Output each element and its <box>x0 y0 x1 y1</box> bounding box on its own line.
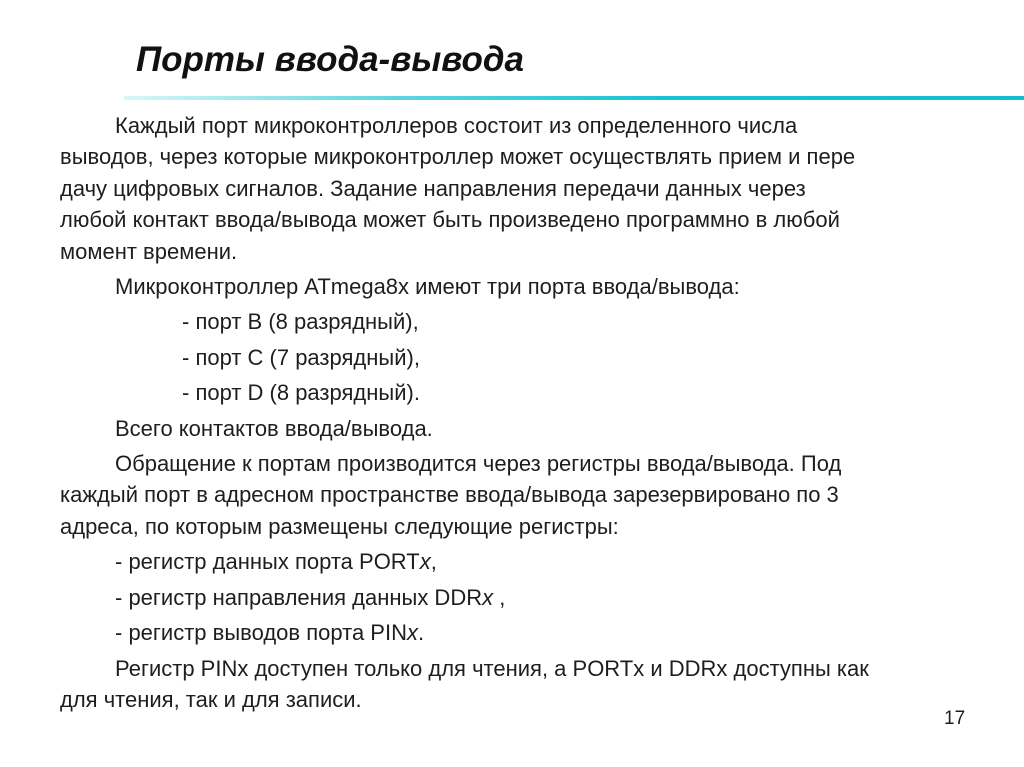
intro-line: дачу цифровых сигналов. Задание направления передачи данных через <box>60 175 806 201</box>
title-underline <box>124 96 1024 100</box>
registers-line: Обращение к портам производится через регистры ввода/вывода. Под <box>115 451 842 477</box>
intro-line: любой контакт ввода/вывода может быть произведено программно в любой <box>60 207 840 233</box>
intro-line: момент времени. <box>60 238 238 264</box>
register-port-item <box>60 546 1010 577</box>
intro-paragraph <box>60 110 1010 267</box>
register-pin-item <box>60 617 1010 648</box>
registers-line: адреса, по которым размещены следующие регистры: <box>60 513 619 539</box>
register-ddr-tail: , <box>493 584 506 610</box>
register-pin-tail: . <box>417 620 425 646</box>
intro-line: выводов, через которые микроконтроллер может осуществлять прием и пере <box>60 144 856 170</box>
slide-body <box>60 110 1010 719</box>
register-port-tail: , <box>430 549 437 575</box>
register-pin-text: - регистр выводов порта PIN <box>115 620 407 646</box>
total-pins-line: Всего контактов ввода/вывода. <box>115 415 433 441</box>
access-line: Регистр PINx доступен только для чтения, а PORTx и DDRx доступны как <box>115 655 869 681</box>
register-ddr-var: x <box>482 584 494 610</box>
port-d-item: - порт D (8 разрядный). <box>182 380 420 406</box>
slide-title: Порты ввода-вывода <box>136 40 524 79</box>
register-ddr-text: - регистр направления данных DDR <box>115 584 483 610</box>
intro-line: Каждый порт микроконтроллеров состоит из определенного числа <box>115 113 798 138</box>
port-b-item: - порт B (8 разрядный), <box>182 309 419 335</box>
port-c-item: - порт C (7 разрядный), <box>182 344 420 370</box>
registers-paragraph <box>60 448 1010 542</box>
access-line: для чтения, так и для записи. <box>60 686 362 712</box>
register-port-text: - регистр данных порта PORT <box>115 549 420 575</box>
register-ddr-item <box>60 582 1010 613</box>
registers-line: каждый порт в адресном пространстве ввода/вывода зарезервировано по 3 <box>60 482 839 508</box>
register-pin-var: x <box>406 620 418 646</box>
register-port-var: x <box>419 549 431 575</box>
access-paragraph <box>60 653 1010 716</box>
ports-intro: Микроконтроллер ATmega8x имеют три порта ввода/вывода: <box>115 274 740 300</box>
page-number: 17 <box>944 708 966 729</box>
